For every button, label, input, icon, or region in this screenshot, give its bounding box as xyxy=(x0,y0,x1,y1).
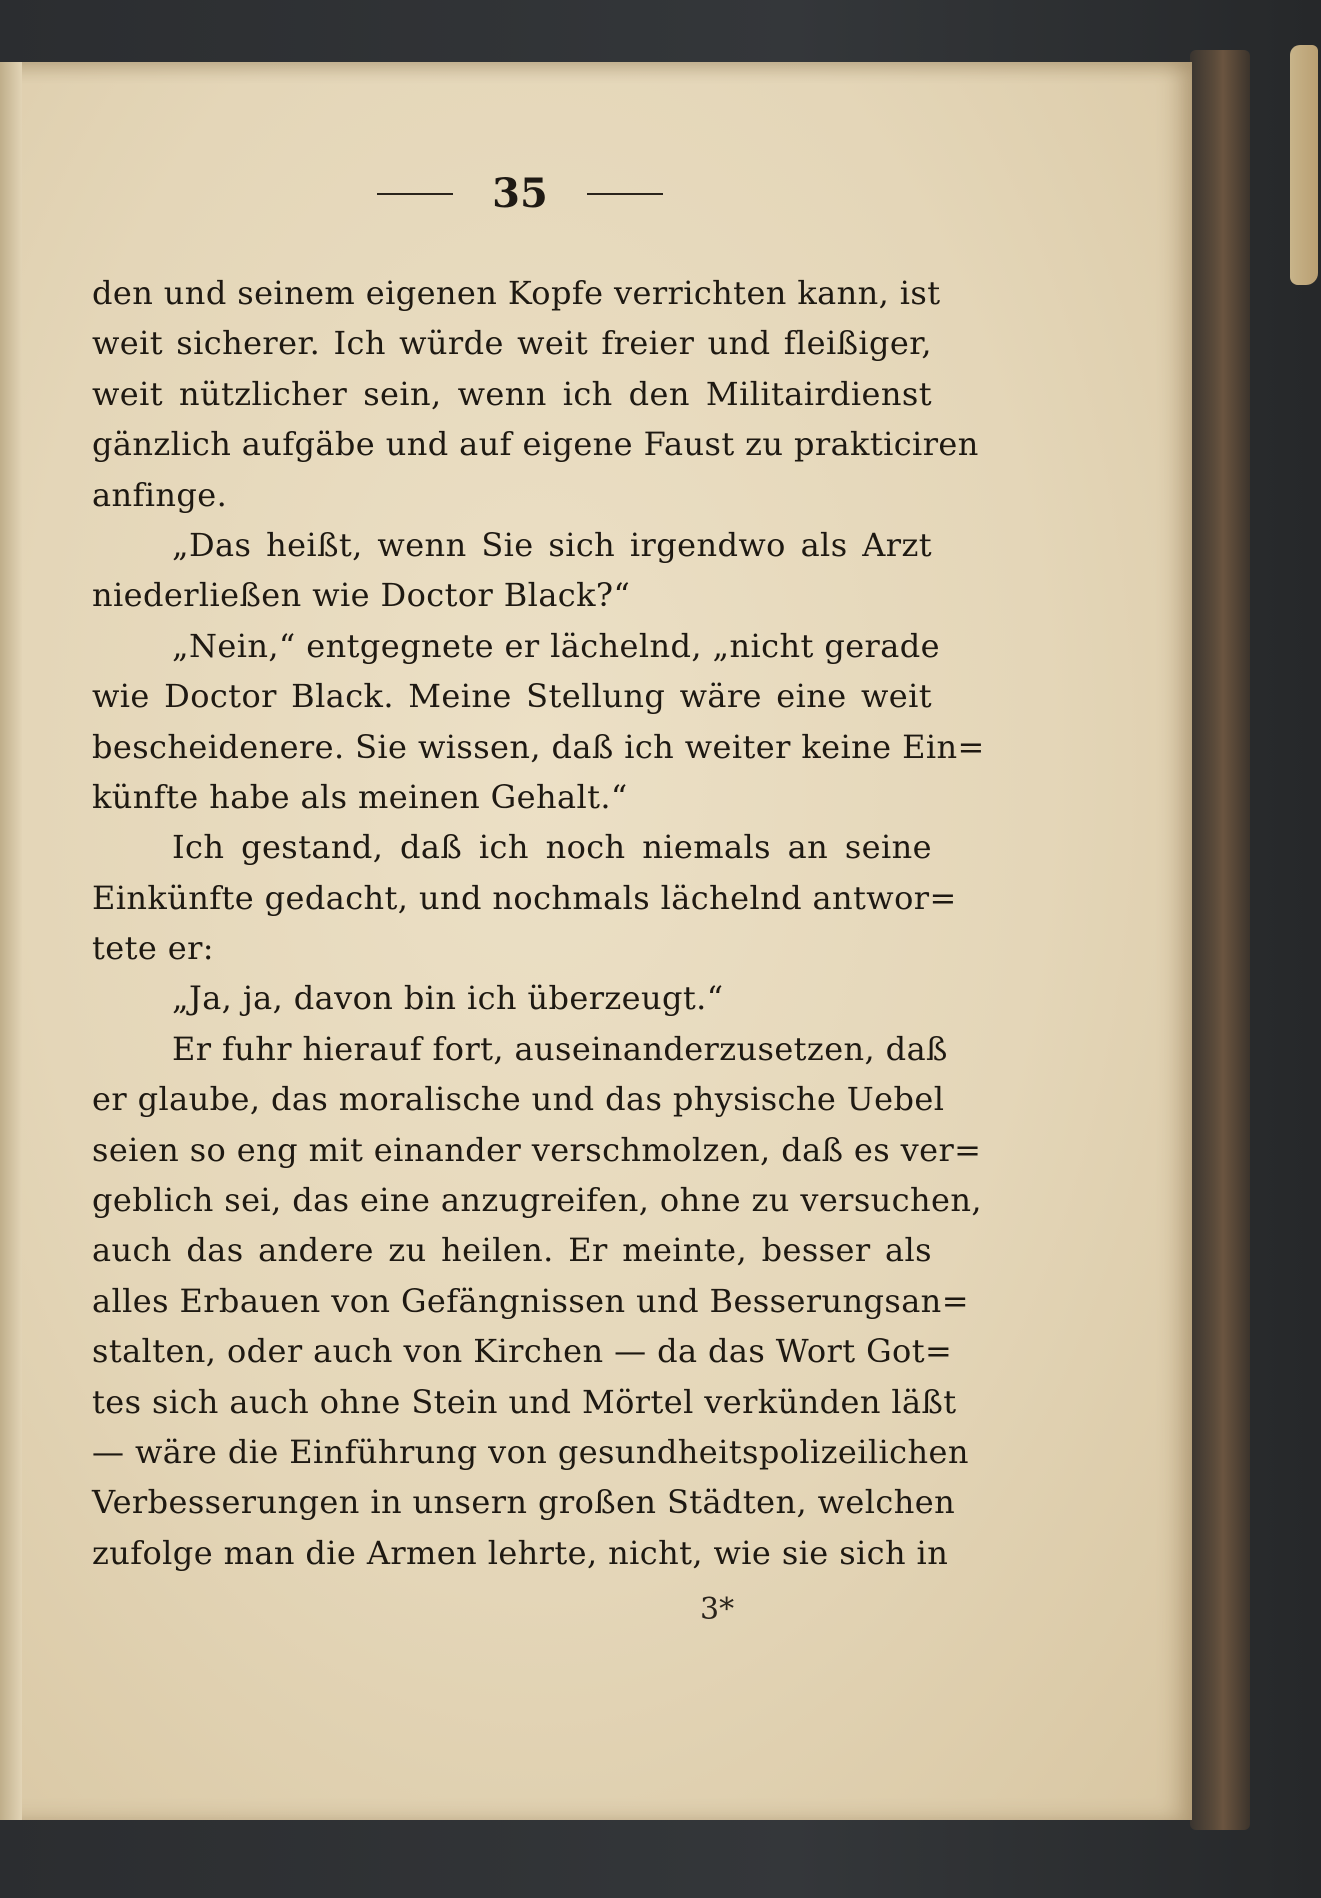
text-line: — wäre die Einführung von gesundheitspolizeilichen xyxy=(92,1432,969,1471)
text-line: niederließen wie Doctor Black?“ xyxy=(92,576,631,615)
text-line: Ich gestand, daß ich noch niemals an seine xyxy=(172,828,932,867)
text-line: gänzlich aufgäbe und auf eigene Faust zu prakticiren xyxy=(92,425,979,464)
header-rule-right xyxy=(587,193,663,195)
text-line: Er fuhr hierauf fort, auseinanderzusetzen, daß xyxy=(172,1029,948,1068)
header-rule-left xyxy=(377,193,453,195)
text-line: alles Erbauen von Gefängnissen und Besserungsan= xyxy=(92,1281,969,1320)
text-line: tete er: xyxy=(92,929,214,968)
text-line: bescheidenere. Sie wissen, daß ich weiter keine Ein= xyxy=(92,727,985,766)
text-line: Einkünfte gedacht, und nochmals lächelnd antwor= xyxy=(92,878,957,917)
text-line: den und seinem eigenen Kopfe verrichten kann, ist xyxy=(92,274,941,312)
signature-mark: 3* xyxy=(700,1592,735,1627)
text-line: Verbesserungen in unsern großen Städten, welchen xyxy=(92,1483,956,1522)
text-line: weit sicherer. Ich würde weit freier und fleißiger, xyxy=(92,324,932,363)
text-line: „Ja, ja, davon bin ich überzeugt.“ xyxy=(172,979,724,1018)
text-line: künfte habe als meinen Gehalt.“ xyxy=(92,777,628,816)
paper-scrap xyxy=(1290,45,1318,285)
body-text xyxy=(92,268,985,1578)
text-line: seien so eng mit einander verschmolzen, daß es ver= xyxy=(92,1130,982,1169)
page-header xyxy=(0,170,1040,217)
text-line: auch das andere zu heilen. Er meinte, besser als xyxy=(92,1231,932,1270)
text-line: anfinge. xyxy=(92,475,228,514)
text-line: zufolge man die Armen lehrte, nicht, wie sie sich in xyxy=(92,1533,949,1572)
text-line: er glaube, das moralische und das physische Uebel xyxy=(92,1080,945,1119)
text-line: stalten, oder auch von Kirchen — da das Wort Got= xyxy=(92,1332,953,1371)
text-line: geblich sei, das eine anzugreifen, ohne zu versuchen, xyxy=(92,1181,982,1220)
text-line: wie Doctor Black. Meine Stellung wäre eine weit xyxy=(92,677,932,716)
text-line: „Das heißt, wenn Sie sich irgendwo als Arzt xyxy=(172,525,932,564)
page-number: 35 xyxy=(492,170,548,217)
text-line: „Nein,“ entgegnete er lächelnd, „nicht gerade xyxy=(172,626,940,665)
page-gutter xyxy=(0,62,22,1820)
book-cover-edge xyxy=(1190,50,1250,1830)
text-line: weit nützlicher sein, wenn ich den Militairdienst xyxy=(92,374,932,413)
text-line: tes sich auch ohne Stein und Mörtel verkünden läßt xyxy=(92,1382,957,1421)
